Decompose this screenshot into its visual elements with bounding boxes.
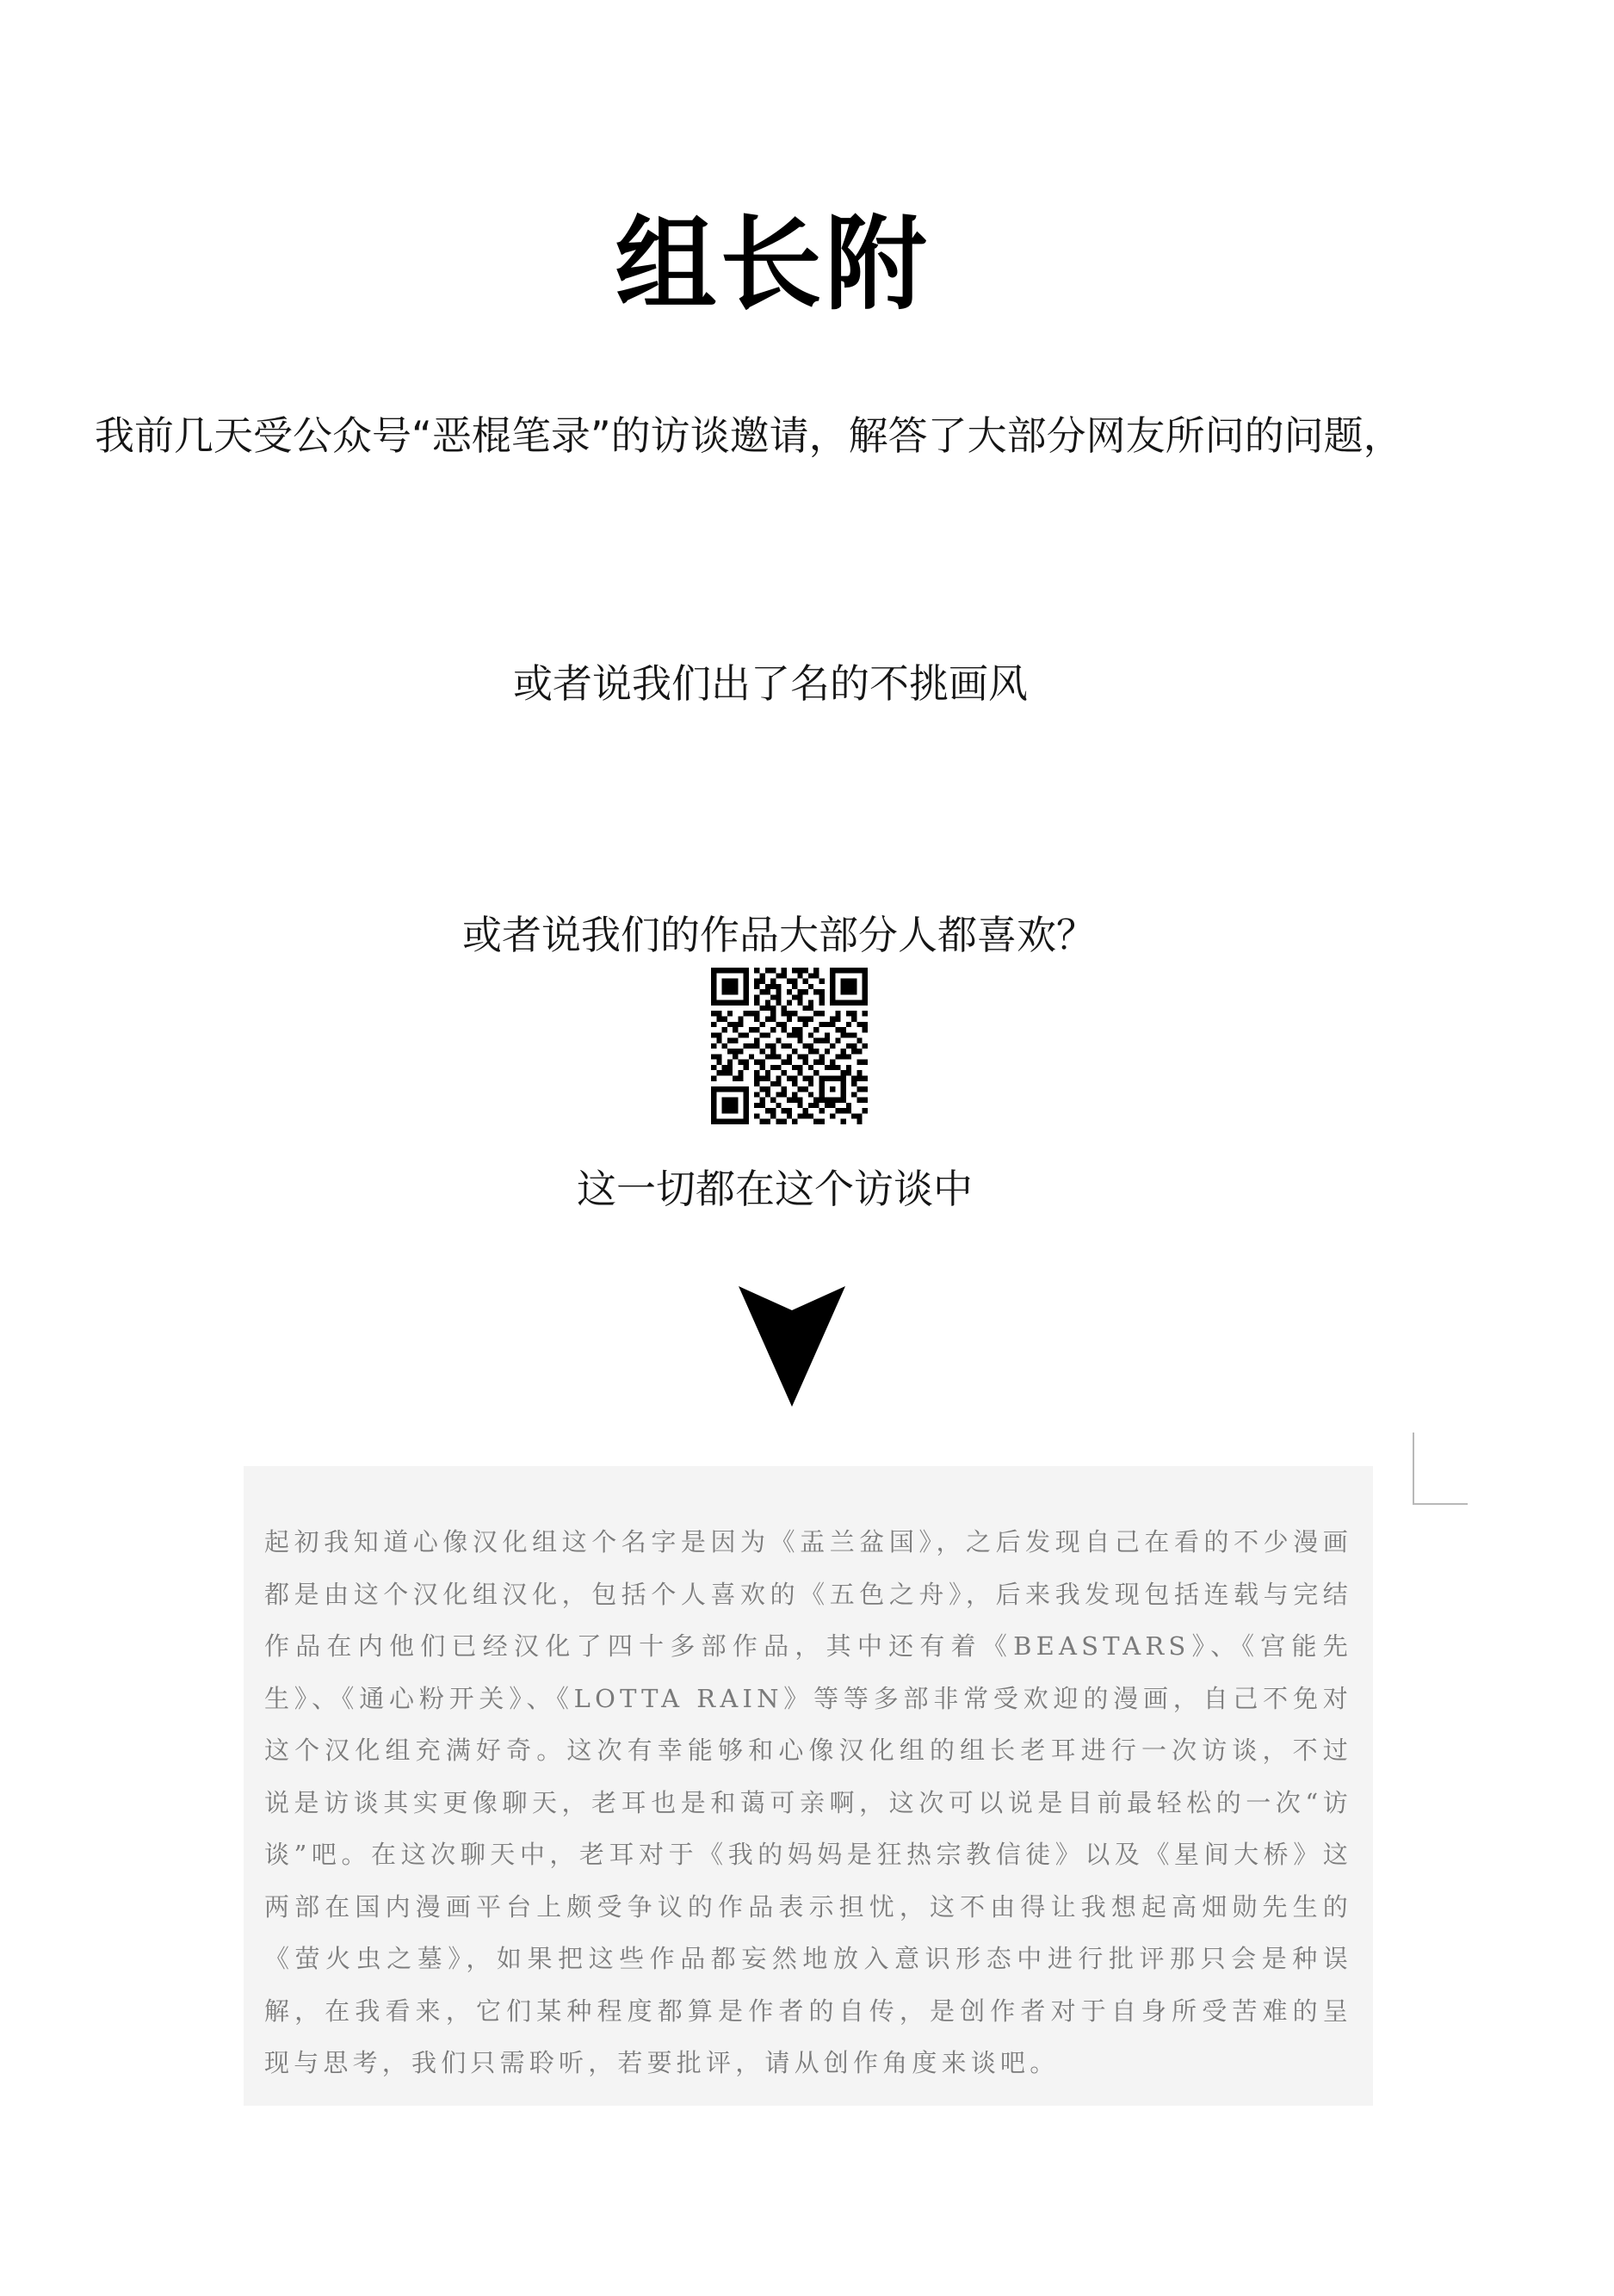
intro-line-4: 这一切都在这个访谈中: [577, 1166, 973, 1212]
down-arrow-icon: [739, 1286, 845, 1407]
page-title: 组长附: [615, 205, 931, 324]
qr-code-icon[interactable]: [711, 968, 868, 1124]
intro-line-2: 或者说我们出了名的不挑画风: [513, 660, 1028, 707]
interview-excerpt-box: [244, 1466, 1373, 2106]
crop-mark: [1413, 1433, 1468, 1505]
intro-line-3: 或者说我们的作品大部分人都喜欢？: [462, 912, 1096, 958]
intro-line-1: 我前几天受公众号“恶棍笔录”的访谈邀请，解答了大部分网友所问的问题，: [95, 412, 1403, 459]
interview-excerpt: 起初我知道心像汉化组这个名字是因为《盂兰盆国》，之后发现自己在看的不少漫画都是由这个汉化组汉化，包括个人喜欢的《五色之舟》，后来我发现包括连载与完结作品在内他们已经汉化了四十多部作品，其中还有着《BEASTARS》、《宫能先生》、《通心粉开关》、《LOTTA RAIN》等等多部非常受欢迎的漫画，自己不免对这个汉化组充满好奇。这次有幸能够和心像汉化组的组长老耳进行一次访谈，不过说是访谈其实更像聊天，老耳也是和蔼可亲啊，这次可以说是目前最轻松的一次“访谈”吧。在这次聊天中，老耳对于《我的妈妈是狂热宗教信徒》以及《星间大桥》这两部在国内漫画平台上颇受争议的作品表示担忧，这不由得让我想起高畑勋先生的《萤火虫之墓》，如果把这些作品都妄然地放入意识形态中进行批评那只会是种误解，在我看来，它们某种程度都算是作者的自传，是创作者对于自身所受苦难的呈现与思考，我们只需聆听，若要批评，请从创作角度来谈吧。: [264, 1527, 1352, 2077]
